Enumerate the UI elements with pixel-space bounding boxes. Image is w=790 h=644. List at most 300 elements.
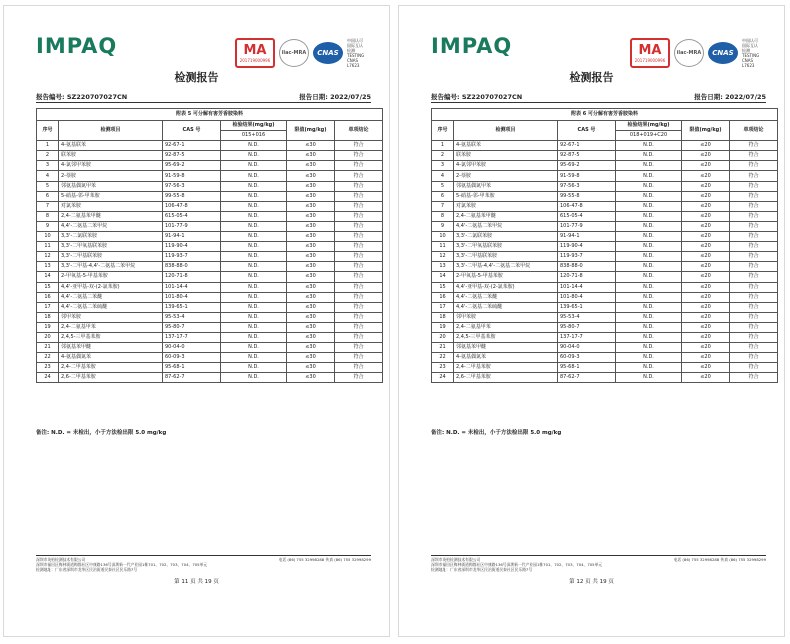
cell-item: 2,4-二氨基苯甲醚 <box>59 211 163 221</box>
cell-judge: 符合 <box>730 232 778 242</box>
cell-result: N.D. <box>221 322 287 332</box>
table-row <box>432 353 778 363</box>
cell-item: 2,6-二甲基苯胺 <box>59 373 163 383</box>
cell-cas: 95-80-7 <box>558 322 616 332</box>
cell-limit: ≤20 <box>682 302 730 312</box>
cnas-logo-icon: CNAS <box>313 42 343 64</box>
table-row <box>432 262 778 272</box>
cell-limit: ≤30 <box>287 232 335 242</box>
cell-judge: 符合 <box>730 302 778 312</box>
cell-no: 9 <box>37 221 59 231</box>
cell-limit: ≤20 <box>682 262 730 272</box>
cell-judge: 符合 <box>335 332 383 342</box>
cell-judge: 符合 <box>730 141 778 151</box>
impaq-logo: IMPAQ <box>36 34 118 58</box>
cell-result: N.D. <box>616 292 682 302</box>
col-limit: 限值(mg/kg) <box>287 121 335 141</box>
table-row <box>37 343 383 353</box>
col-cas: CAS 号 <box>163 121 221 141</box>
table-row <box>432 242 778 252</box>
cell-no: 23 <box>37 363 59 373</box>
table-row <box>37 161 383 171</box>
cell-result: N.D. <box>616 312 682 322</box>
cnas-logo-icon: CNAS <box>708 42 738 64</box>
cell-limit: ≤30 <box>287 161 335 171</box>
cell-limit: ≤30 <box>287 282 335 292</box>
cell-item: 2,4-二氨基甲苯 <box>59 322 163 332</box>
cell-item: 4-氨基联苯 <box>59 141 163 151</box>
cell-result: N.D. <box>221 161 287 171</box>
cell-result: N.D. <box>221 353 287 363</box>
table-row <box>432 201 778 211</box>
cell-no: 6 <box>37 191 59 201</box>
cell-result: N.D. <box>616 191 682 201</box>
cell-no: 16 <box>37 292 59 302</box>
cell-judge: 符合 <box>730 312 778 322</box>
cell-result: N.D. <box>616 332 682 342</box>
table-row <box>432 221 778 231</box>
cell-no: 11 <box>432 242 454 252</box>
cell-result: N.D. <box>616 161 682 171</box>
cell-limit: ≤20 <box>682 221 730 231</box>
cell-cas: 137-17-7 <box>163 332 221 342</box>
cell-result: N.D. <box>616 141 682 151</box>
cell-item: 对氯苯胺 <box>454 201 558 211</box>
cell-item: 4,4'-二氨基二苯醚 <box>454 292 558 302</box>
cma-mark-icon: MA 201719000996 <box>235 38 275 68</box>
cell-judge: 符合 <box>730 262 778 272</box>
cell-cas: 615-05-4 <box>163 211 221 221</box>
table-row <box>432 211 778 221</box>
cell-result: N.D. <box>221 201 287 211</box>
cell-result: N.D. <box>221 343 287 353</box>
cell-result: N.D. <box>616 252 682 262</box>
table-row <box>37 211 383 221</box>
table-row <box>37 262 383 272</box>
cell-no: 13 <box>432 262 454 272</box>
cell-judge: 符合 <box>730 363 778 373</box>
sample-label: 015+016 <box>221 131 287 141</box>
cell-result: N.D. <box>221 282 287 292</box>
page-number: 第 12 页 共 19 页 <box>569 579 614 585</box>
cell-cas: 838-88-0 <box>163 262 221 272</box>
table-row <box>37 312 383 322</box>
table-row <box>37 221 383 231</box>
cell-limit: ≤20 <box>682 201 730 211</box>
cell-item: 5-硝基-邻-甲苯胺 <box>454 191 558 201</box>
cell-cas: 91-59-8 <box>558 171 616 181</box>
cell-limit: ≤20 <box>682 322 730 332</box>
sample-label: 018+019+C20 <box>616 131 682 141</box>
cell-judge: 符合 <box>335 161 383 171</box>
cell-judge: 符合 <box>730 221 778 231</box>
cell-result: N.D. <box>221 252 287 262</box>
cell-no: 16 <box>432 292 454 302</box>
test-results-table <box>431 108 778 383</box>
cell-judge: 符合 <box>335 201 383 211</box>
table-row <box>432 363 778 373</box>
cell-limit: ≤30 <box>287 312 335 322</box>
cell-cas: 92-87-5 <box>163 151 221 161</box>
cell-cas: 97-56-3 <box>558 181 616 191</box>
cell-judge: 符合 <box>335 211 383 221</box>
col-result: 检验结果(mg/kg) <box>221 121 287 131</box>
cell-result: N.D. <box>616 353 682 363</box>
cell-item: 4,4'-二氨基二苯硫醚 <box>454 302 558 312</box>
cell-limit: ≤30 <box>287 211 335 221</box>
report-meta: 报告编号: SZ220707027CN 报告日期: 2022/07/25 <box>431 93 766 101</box>
cell-result: N.D. <box>221 262 287 272</box>
cell-limit: ≤30 <box>287 353 335 363</box>
cell-item: 4-氨基偶氮苯 <box>454 353 558 363</box>
cell-limit: ≤30 <box>287 252 335 262</box>
cnas-text: 中国认可 国际互认 检测 TESTING CNAS L7623 <box>742 38 760 68</box>
cma-mark-icon: MA 201719000996 <box>630 38 670 68</box>
cell-cas: 120-71-8 <box>163 272 221 282</box>
cell-limit: ≤30 <box>287 322 335 332</box>
cell-item: 4,4'-亚甲基-双-(2-氯苯胺) <box>59 282 163 292</box>
cell-cas: 91-59-8 <box>163 171 221 181</box>
cell-limit: ≤30 <box>287 141 335 151</box>
cell-result: N.D. <box>221 181 287 191</box>
cell-limit: ≤20 <box>682 171 730 181</box>
table-row <box>432 332 778 342</box>
cell-limit: ≤30 <box>287 242 335 252</box>
cell-no: 19 <box>432 322 454 332</box>
cell-cas: 101-77-9 <box>163 221 221 231</box>
table-row <box>37 353 383 363</box>
cell-no: 10 <box>432 232 454 242</box>
cell-no: 24 <box>432 373 454 383</box>
cell-cas: 95-68-1 <box>163 363 221 373</box>
cell-cas: 119-90-4 <box>163 242 221 252</box>
cell-item: 邻氨基苯甲醚 <box>454 343 558 353</box>
cell-limit: ≤30 <box>287 201 335 211</box>
cell-judge: 符合 <box>730 191 778 201</box>
cell-judge: 符合 <box>335 141 383 151</box>
cell-limit: ≤30 <box>287 181 335 191</box>
cell-result: N.D. <box>616 221 682 231</box>
cell-item: 2-萘胺 <box>59 171 163 181</box>
table-row <box>432 191 778 201</box>
cell-result: N.D. <box>616 201 682 211</box>
cell-item: 联苯胺 <box>59 151 163 161</box>
cell-item: 2,4-二氨基苯甲醚 <box>454 211 558 221</box>
cell-item: 4-氨基联苯 <box>454 141 558 151</box>
table-caption: 附表 6 可分解有害芳香胺染料 <box>432 109 778 121</box>
cell-result: N.D. <box>221 191 287 201</box>
cell-item: 4-氨基偶氮苯 <box>59 353 163 363</box>
cell-item: 3,3'-二甲基-4,4'-二氨基二苯甲烷 <box>454 262 558 272</box>
ilac-mra-icon: ilac-MRA <box>674 39 704 67</box>
cell-item: 3,3'-二氯联苯胺 <box>59 232 163 242</box>
cell-judge: 符合 <box>335 292 383 302</box>
cell-no: 2 <box>432 151 454 161</box>
col-no: 序号 <box>432 121 454 141</box>
cell-item: 邻氨基偶氮甲苯 <box>454 181 558 191</box>
cell-result: N.D. <box>221 272 287 282</box>
report-page-12 <box>398 5 785 637</box>
cell-item: 4,4'-二氨基二苯醚 <box>59 292 163 302</box>
table-row <box>432 272 778 282</box>
cell-judge: 符合 <box>335 252 383 262</box>
cell-item: 2,4-二甲基苯胺 <box>59 363 163 373</box>
cell-no: 18 <box>432 312 454 322</box>
cell-result: N.D. <box>616 282 682 292</box>
cell-item: 邻甲苯胺 <box>454 312 558 322</box>
table-row <box>432 161 778 171</box>
table-row <box>37 141 383 151</box>
cell-result: N.D. <box>221 221 287 231</box>
cell-result: N.D. <box>221 141 287 151</box>
cell-result: N.D. <box>221 242 287 252</box>
cell-item: 3,3'-二甲基-4,4'-二氨基二苯甲烷 <box>59 262 163 272</box>
cell-result: N.D. <box>616 322 682 332</box>
cell-limit: ≤20 <box>682 332 730 342</box>
cell-judge: 符合 <box>335 272 383 282</box>
table-row <box>432 151 778 161</box>
table-row <box>432 252 778 262</box>
cell-cas: 106-47-8 <box>558 201 616 211</box>
cell-no: 17 <box>432 302 454 312</box>
cell-cas: 92-67-1 <box>558 141 616 151</box>
header-divider <box>36 102 371 103</box>
cell-no: 15 <box>432 282 454 292</box>
col-result: 检验结果(mg/kg) <box>616 121 682 131</box>
cell-limit: ≤30 <box>287 292 335 302</box>
cell-item: 邻氨基苯甲醚 <box>59 343 163 353</box>
cell-no: 19 <box>37 322 59 332</box>
cell-judge: 符合 <box>335 322 383 332</box>
col-item: 检测项目 <box>59 121 163 141</box>
cell-limit: ≤20 <box>682 373 730 383</box>
table-row <box>432 373 778 383</box>
cell-result: N.D. <box>616 343 682 353</box>
cell-judge: 符合 <box>730 161 778 171</box>
cell-cas: 92-67-1 <box>163 141 221 151</box>
footer-divider <box>431 555 766 556</box>
cell-result: N.D. <box>616 181 682 191</box>
cell-cas: 60-09-3 <box>558 353 616 363</box>
cell-judge: 符合 <box>335 221 383 231</box>
cell-judge: 符合 <box>730 322 778 332</box>
cell-result: N.D. <box>616 272 682 282</box>
cell-result: N.D. <box>221 232 287 242</box>
table-row <box>37 332 383 342</box>
cell-result: N.D. <box>616 262 682 272</box>
cell-cas: 95-53-4 <box>558 312 616 322</box>
cell-limit: ≤30 <box>287 151 335 161</box>
cell-cas: 615-05-4 <box>558 211 616 221</box>
cell-judge: 符合 <box>335 373 383 383</box>
cell-limit: ≤30 <box>287 221 335 231</box>
cell-result: N.D. <box>616 171 682 181</box>
cell-cas: 101-14-4 <box>558 282 616 292</box>
cell-item: 3,3'-二甲氧基联苯胺 <box>454 242 558 252</box>
cell-item: 邻氨基偶氮甲苯 <box>59 181 163 191</box>
cell-no: 7 <box>432 201 454 211</box>
table-row <box>37 322 383 332</box>
cell-item: 4,4'-二氨基二苯甲烷 <box>454 221 558 231</box>
cell-judge: 符合 <box>335 191 383 201</box>
cell-limit: ≤30 <box>287 262 335 272</box>
cell-limit: ≤20 <box>682 292 730 302</box>
cell-item: 5-硝基-邻-甲苯胺 <box>59 191 163 201</box>
table-row <box>432 141 778 151</box>
cell-no: 4 <box>37 171 59 181</box>
table-row <box>37 363 383 373</box>
cell-cas: 87-62-7 <box>558 373 616 383</box>
col-limit: 限值(mg/kg) <box>682 121 730 141</box>
cell-judge: 符合 <box>730 252 778 262</box>
cell-cas: 119-90-4 <box>558 242 616 252</box>
table-row <box>432 302 778 312</box>
cell-result: N.D. <box>221 151 287 161</box>
cell-limit: ≤30 <box>287 272 335 282</box>
table-row <box>37 242 383 252</box>
cell-cas: 101-80-4 <box>163 292 221 302</box>
cell-judge: 符合 <box>730 373 778 383</box>
cell-limit: ≤20 <box>682 272 730 282</box>
cell-limit: ≤20 <box>682 343 730 353</box>
cell-judge: 符合 <box>730 151 778 161</box>
cell-item: 4,4'-二氨基二苯硫醚 <box>59 302 163 312</box>
cell-item: 4-氯邻甲苯胺 <box>454 161 558 171</box>
table-row <box>37 181 383 191</box>
cell-cas: 99-55-8 <box>163 191 221 201</box>
cell-judge: 符合 <box>730 332 778 342</box>
cell-cas: 95-53-4 <box>163 312 221 322</box>
table-caption: 附表 5 可分解有害芳香胺染料 <box>37 109 383 121</box>
cell-no: 1 <box>37 141 59 151</box>
cell-result: N.D. <box>221 332 287 342</box>
footer-divider <box>36 555 371 556</box>
table-row <box>37 171 383 181</box>
cell-result: N.D. <box>616 242 682 252</box>
cell-limit: ≤20 <box>682 141 730 151</box>
cell-judge: 符合 <box>335 171 383 181</box>
cell-item: 2,4-二氨基甲苯 <box>454 322 558 332</box>
table-row <box>37 191 383 201</box>
cell-no: 4 <box>432 171 454 181</box>
cell-cas: 60-09-3 <box>163 353 221 363</box>
table-row <box>37 252 383 262</box>
cell-no: 11 <box>37 242 59 252</box>
cell-no: 9 <box>432 221 454 231</box>
cell-cas: 838-88-0 <box>558 262 616 272</box>
cell-limit: ≤30 <box>287 191 335 201</box>
cell-judge: 符合 <box>335 312 383 322</box>
cell-item: 4,4'-亚甲基-双-(2-氯苯胺) <box>454 282 558 292</box>
cell-cas: 139-65-1 <box>163 302 221 312</box>
cell-item: 4-氯邻甲苯胺 <box>59 161 163 171</box>
table-row <box>37 201 383 211</box>
cell-cas: 92-87-5 <box>558 151 616 161</box>
remark-note: 备注: N.D. = 未检出，小于方法检出限 5.0 mg/kg <box>431 430 562 436</box>
table-row <box>37 272 383 282</box>
report-meta: 报告编号: SZ220707027CN 报告日期: 2022/07/25 <box>36 93 371 101</box>
company-footer: 深圳市英柏检测技术有限公司 深圳市福田区梅林街道梅都社区中康路136号深圳新一代产业园1栋701、702、703、704、705单元 检测地址：广东省深圳市龙华区民治街道民泰社区民乐路7号 电话 (86) 755 32998288 传真 (86) 755 32998299 <box>431 557 766 572</box>
cell-result: N.D. <box>221 312 287 322</box>
cell-item: 3,3'-二氯联苯胺 <box>454 232 558 242</box>
cell-no: 12 <box>37 252 59 262</box>
cell-item: 2,4-二甲基苯胺 <box>454 363 558 373</box>
col-item: 检测项目 <box>454 121 558 141</box>
cell-no: 15 <box>37 282 59 292</box>
cell-cas: 97-56-3 <box>163 181 221 191</box>
cnas-text: 中国认可 国际互认 检测 TESTING CNAS L7623 <box>347 38 365 68</box>
table-row <box>432 171 778 181</box>
cell-limit: ≤20 <box>682 242 730 252</box>
cell-judge: 符合 <box>335 232 383 242</box>
cell-no: 14 <box>37 272 59 282</box>
cell-item: 2-萘胺 <box>454 171 558 181</box>
col-judge: 单项结论 <box>730 121 778 141</box>
cell-item: 2-甲氧基-5-甲基苯胺 <box>454 272 558 282</box>
cell-limit: ≤20 <box>682 181 730 191</box>
cell-cas: 87-62-7 <box>163 373 221 383</box>
cell-judge: 符合 <box>730 201 778 211</box>
cell-judge: 符合 <box>730 181 778 191</box>
cell-judge: 符合 <box>335 353 383 363</box>
cell-cas: 95-68-1 <box>558 363 616 373</box>
cell-result: N.D. <box>221 302 287 312</box>
cell-limit: ≤20 <box>682 282 730 292</box>
cell-judge: 符合 <box>730 211 778 221</box>
cell-judge: 符合 <box>335 181 383 191</box>
cell-no: 22 <box>432 353 454 363</box>
cell-result: N.D. <box>221 171 287 181</box>
cell-no: 17 <box>37 302 59 312</box>
cell-item: 邻甲苯胺 <box>59 312 163 322</box>
cell-no: 21 <box>432 343 454 353</box>
certification-marks <box>630 35 766 71</box>
table-row <box>432 292 778 302</box>
cell-no: 1 <box>432 141 454 151</box>
cell-judge: 符合 <box>730 171 778 181</box>
cell-limit: ≤30 <box>287 332 335 342</box>
col-no: 序号 <box>37 121 59 141</box>
cell-judge: 符合 <box>335 363 383 373</box>
cell-cas: 99-55-8 <box>558 191 616 201</box>
cell-result: N.D. <box>221 211 287 221</box>
cell-cas: 91-94-1 <box>163 232 221 242</box>
cell-no: 3 <box>37 161 59 171</box>
cell-limit: ≤20 <box>682 363 730 373</box>
cell-cas: 119-93-7 <box>163 252 221 262</box>
cell-judge: 符合 <box>335 151 383 161</box>
cell-no: 8 <box>432 211 454 221</box>
cell-result: N.D. <box>616 373 682 383</box>
cell-judge: 符合 <box>335 242 383 252</box>
cell-limit: ≤30 <box>287 343 335 353</box>
certification-marks <box>235 35 371 71</box>
cell-no: 24 <box>37 373 59 383</box>
cell-limit: ≤30 <box>287 373 335 383</box>
cell-limit: ≤30 <box>287 363 335 373</box>
cell-cas: 120-71-8 <box>558 272 616 282</box>
cell-no: 23 <box>432 363 454 373</box>
cell-cas: 95-69-2 <box>163 161 221 171</box>
table-row <box>432 312 778 322</box>
cell-limit: ≤20 <box>682 252 730 262</box>
cell-limit: ≤20 <box>682 312 730 322</box>
cell-item: 联苯胺 <box>454 151 558 161</box>
cell-no: 20 <box>37 332 59 342</box>
cell-limit: ≤20 <box>682 353 730 363</box>
cell-item: 2,4,5-三甲基苯胺 <box>454 332 558 342</box>
cell-judge: 符合 <box>335 302 383 312</box>
